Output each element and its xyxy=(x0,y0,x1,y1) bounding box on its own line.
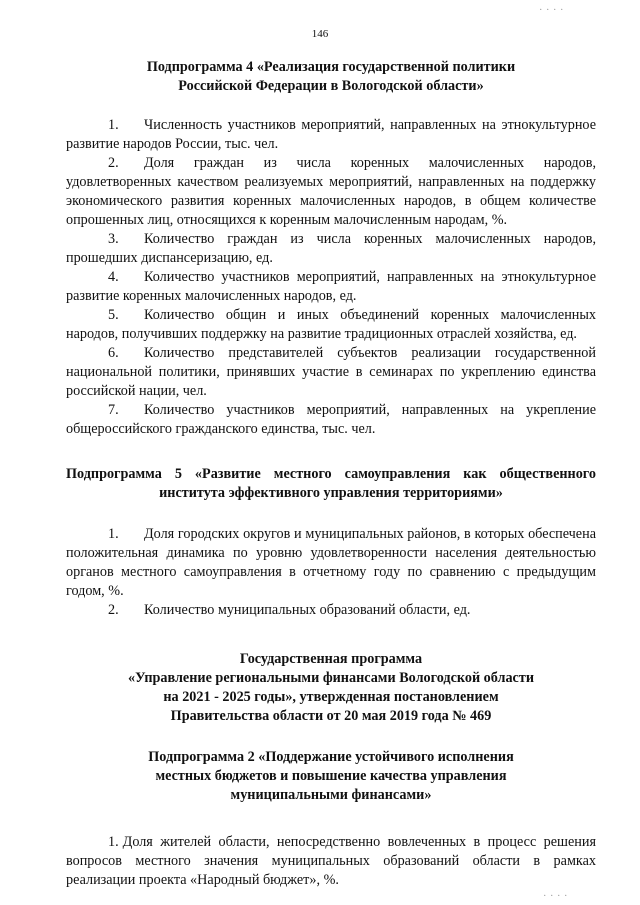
item-text: Численность участников мероприятий, направленных на этнокультурное развитие народов России, тыс. чел. xyxy=(66,117,596,152)
list-item xyxy=(66,525,596,601)
subprogram-4-heading xyxy=(66,58,596,96)
list-item xyxy=(66,401,596,439)
item-number: 3. xyxy=(108,231,119,247)
item-number: 1. xyxy=(108,117,119,133)
heading-line: «Управление региональными финансами Вологодской области xyxy=(128,670,534,686)
heading-line: Российской Федерации в Вологодской области» xyxy=(178,78,484,94)
heading-line: муниципальными финансами» xyxy=(230,787,432,803)
item-text: Количество муниципальных образований области, ед. xyxy=(144,602,471,618)
heading-line: на 2021 - 2025 годы», утвержденная постановлением xyxy=(163,689,499,705)
page-number: 146 xyxy=(311,28,329,40)
state-program-heading xyxy=(66,650,596,726)
list-item xyxy=(66,154,596,230)
heading-line: местных бюджетов и повышение качества управления xyxy=(155,768,507,784)
item-number: 4. xyxy=(108,269,119,285)
item-text: Количество общин и иных объединений коренных малочисленных народов, получивших поддержку на развитие традиционных отраслей хозяйства, ед. xyxy=(66,307,596,342)
heading-line: Подпрограмма 2 «Поддержание устойчивого исполнения xyxy=(148,749,514,765)
item-text: Доля жителей области, непосредственно вовлеченных в процесс решения вопросов местного значения муниципальных образований области в рамках реализации проекта «Народный бюджет», %. xyxy=(66,834,596,888)
item-number: 2. xyxy=(108,155,119,171)
subprogram-5-heading: Подпрограмма 5 «Развитие местного самоуправления как общественного института эффективного управления территориями» xyxy=(66,466,596,501)
item-text: Количество участников мероприятий, направленных на этнокультурное развитие коренных малочисленных народов, ед. xyxy=(66,269,596,304)
item-text: Доля граждан из числа коренных малочисленных народов, удовлетворенных качеством реализуемых мероприятий, направленных на поддержку экономического развития коренных малочисленных народов, в общем количестве опрошенных лиц, относящихся к коренным малочисленным народам, %. xyxy=(66,155,596,228)
item-number: 1. xyxy=(108,834,119,850)
subprogram-2-heading xyxy=(66,748,596,805)
item-number: 5. xyxy=(108,307,119,323)
list-item xyxy=(66,601,596,620)
item-number: 7. xyxy=(108,402,119,418)
item-number: 2. xyxy=(108,602,119,618)
item-text: Количество участников мероприятий, направленных на укрепление общероссийского гражданского единства, тыс. чел. xyxy=(66,402,596,437)
item-number: 1. xyxy=(108,526,119,542)
item-text: Количество представителей субъектов реализации государственной национальной политики, принявших участие в семинарах по укреплению единства российской нации, чел. xyxy=(66,345,596,399)
list-item xyxy=(66,230,596,268)
scan-mark-top: . . . . xyxy=(539,2,564,13)
item-text: Количество граждан из числа коренных малочисленных народов, прошедших диспансеризацию, ед. xyxy=(66,231,596,266)
item-number: 6. xyxy=(108,345,119,361)
document-body xyxy=(66,58,596,890)
scan-mark-bottom: . . . . xyxy=(543,888,568,899)
list-item xyxy=(66,344,596,401)
list-item xyxy=(66,833,596,890)
list-item xyxy=(66,306,596,344)
item-text: Доля городских округов и муниципальных районов, в которых обеспечена положительная динамика по уровню удовлетворенности населения деятельностью органов местного самоуправления в отчетному году по сравнению с предыдущим годом, %. xyxy=(66,526,596,599)
heading-line: Государственная программа xyxy=(239,651,423,667)
list-item xyxy=(66,268,596,306)
list-item xyxy=(66,116,596,154)
heading-line: Подпрограмма 4 «Реализация государственной политики xyxy=(146,59,516,75)
heading-line: Правительства области от 20 мая 2019 года № 469 xyxy=(170,708,492,724)
